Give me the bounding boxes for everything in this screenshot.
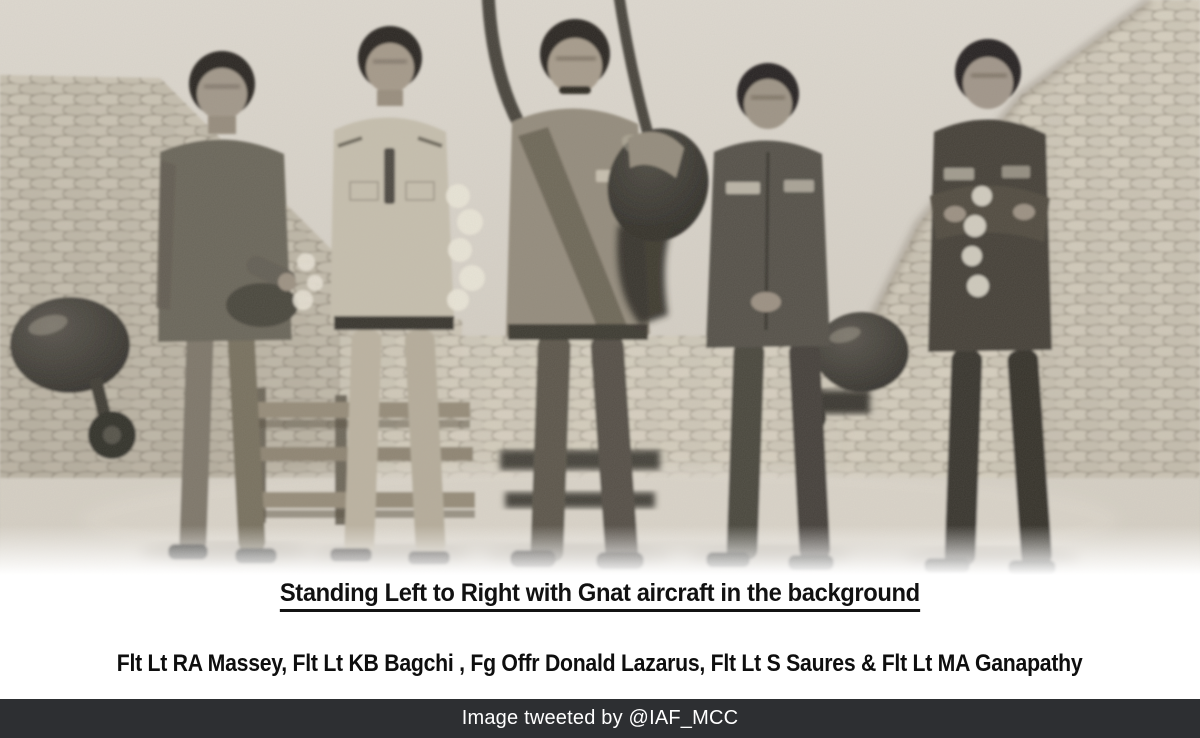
caption-title [0, 579, 1200, 612]
photo-bottom-fade [0, 525, 1200, 575]
image-credit-text: Image tweeted by @IAF_MCC [461, 707, 739, 729]
image-credit-bar [0, 699, 1200, 738]
caption-names-text: Flt Lt RA Massey, Flt Lt KB Bagchi , Fg Offr Donald Lazarus, Flt Lt S Saures & Flt Lt MA Ganapathy [117, 650, 1083, 677]
caption-title-text: Standing Left to Right with Gnat aircraft in the background [280, 579, 920, 612]
caption-names [0, 651, 1200, 677]
